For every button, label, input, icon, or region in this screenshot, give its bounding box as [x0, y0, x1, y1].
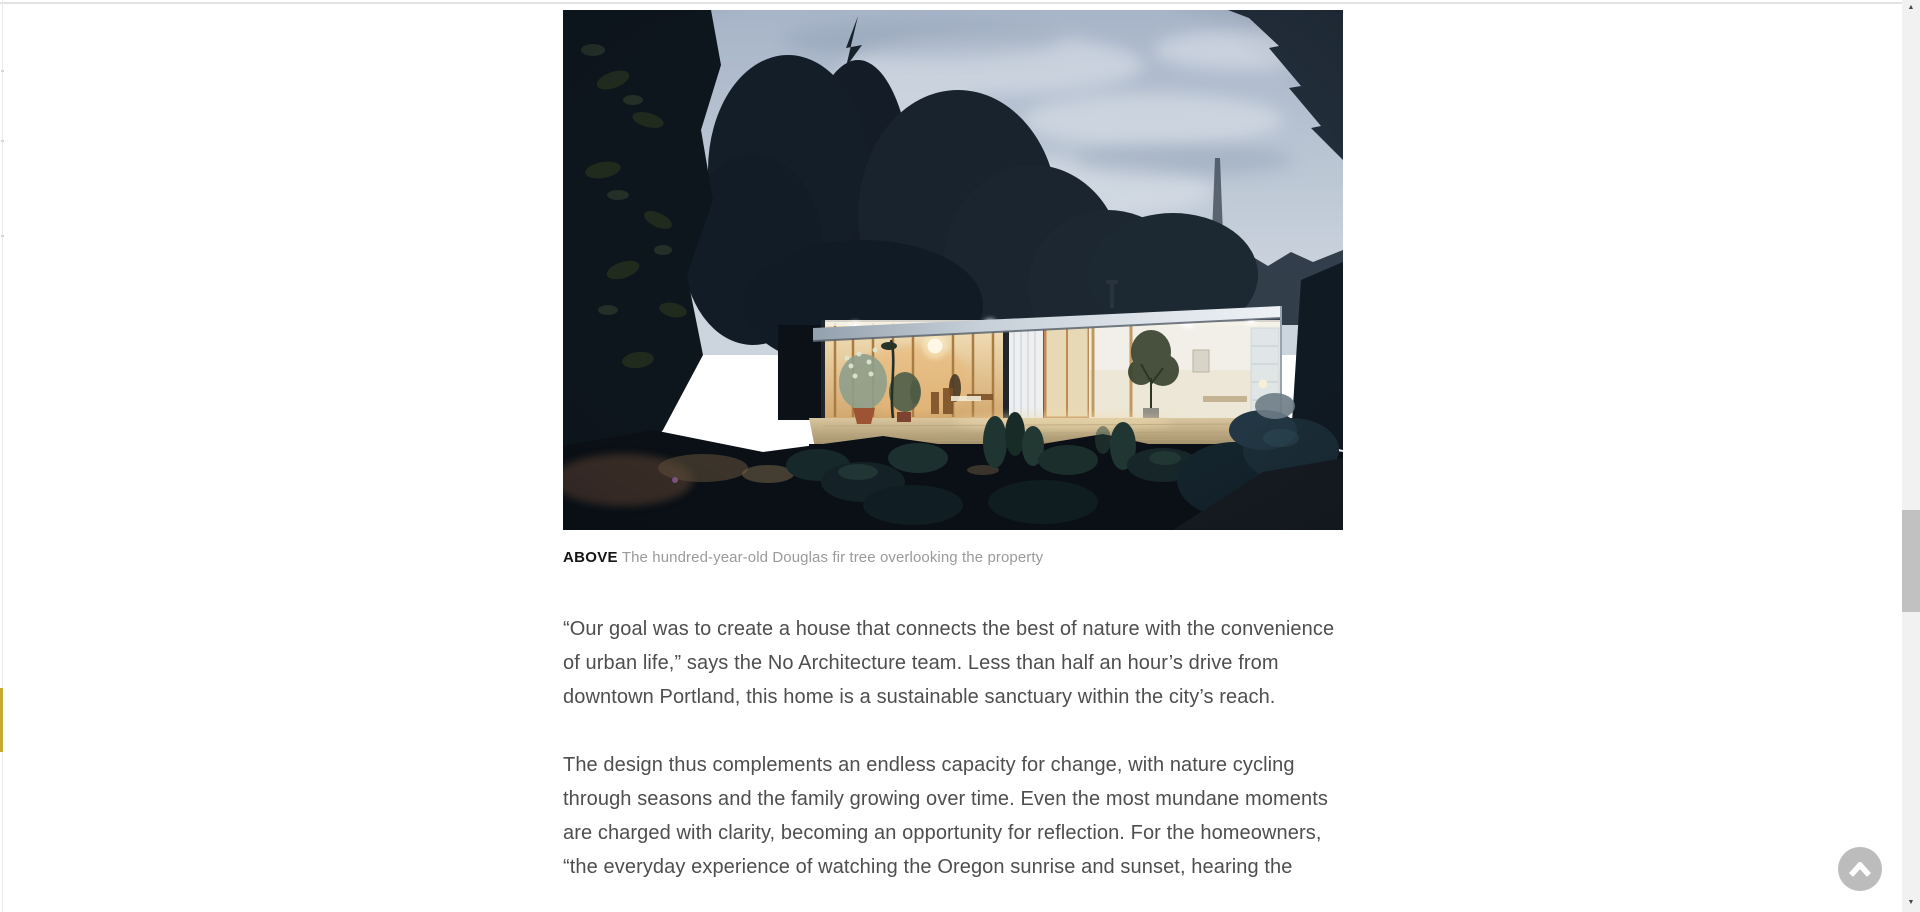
drawer-accent	[0, 688, 3, 752]
drawer-tick	[1, 70, 4, 72]
image-caption	[563, 548, 1353, 567]
drawer-edge	[2, 0, 3, 912]
article-hero-image	[563, 10, 1343, 530]
drawer-tick	[1, 140, 4, 142]
article-paragraph-2: The design thus complements an endless capacity for change, with nature cycling through seasons and the family growing over time. Even the most mundane moments are charged with clarity, becoming an opportunity for reflection. For the homeowners, “the everyday experience of watching the Oregon sunrise and sunset, hearing the	[563, 754, 1328, 878]
article-content	[563, 10, 1353, 884]
caption-text: The hundred-year-old Douglas fir tree overlooking the property	[621, 549, 1044, 566]
scrollbar-up-arrow[interactable]: ▲	[1907, 4, 1915, 11]
scrollbar-down-arrow[interactable]: ▼	[1907, 899, 1915, 906]
article-figure	[563, 10, 1353, 567]
vertical-scrollbar[interactable]	[1902, 0, 1920, 912]
header-divider	[0, 2, 1920, 4]
scroll-to-top-button[interactable]	[1838, 847, 1882, 891]
caption-label: ABOVE	[563, 549, 618, 566]
chevron-up-icon	[1848, 862, 1872, 877]
drawer-tick	[1, 235, 4, 237]
article-paragraph-1: “Our goal was to create a house that connects the best of nature with the convenience of urban life,” says the No Architecture team. Less than half an hour’s drive from downtown Portland, this home is a sustainable sanctuary within the city’s reach.	[563, 618, 1335, 708]
scrollbar-thumb[interactable]	[1902, 510, 1920, 612]
